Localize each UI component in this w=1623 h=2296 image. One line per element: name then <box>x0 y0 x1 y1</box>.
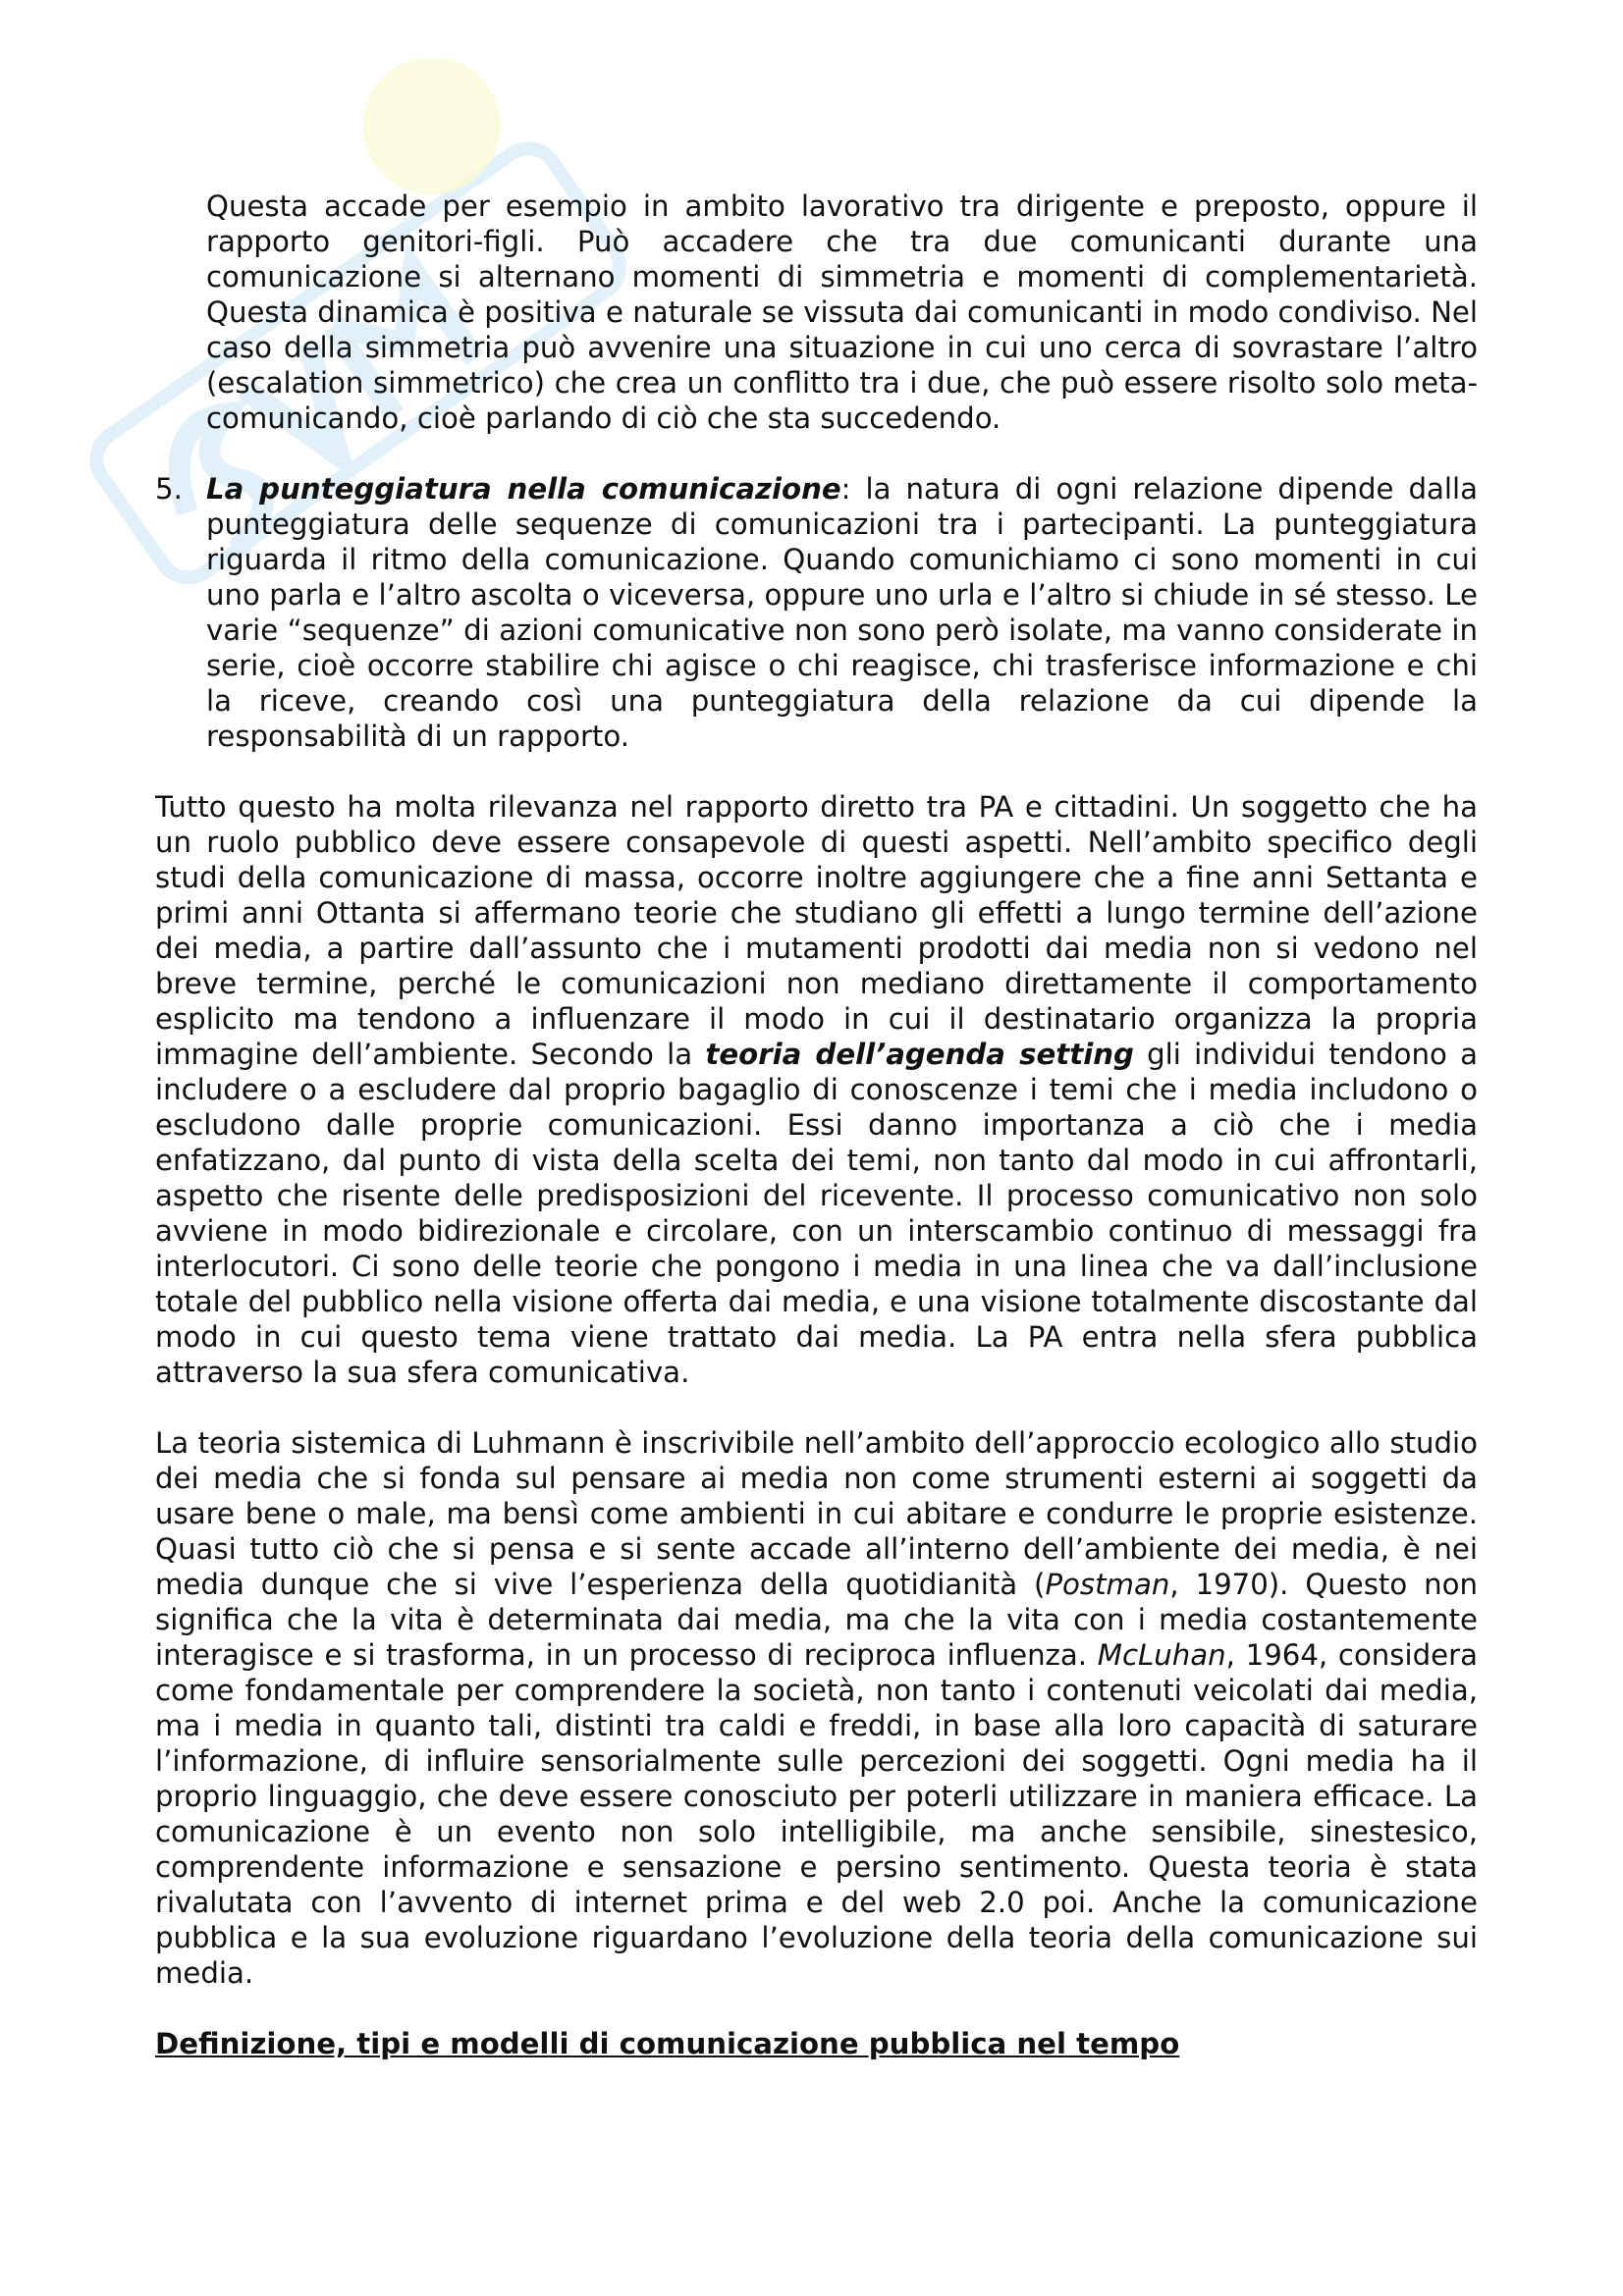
paragraph-3-part-1: La teoria sistemica di Luhmann è inscrivibile nell’ambito dell’approccio ecologico allo studio dei media che si fonda sul pensare ai media non come strumenti esterni ai soggetti da usare bene o male, ma bensì come ambienti in cui abitare e condurre le proprie esistenze. Quasi tutto ciò che si pensa e si sente accade all’interno dell’ambiente dei media, è nei media dunque che si vive l’esperienza della quotidianità ( <box>155 1426 1478 1601</box>
list-item-term: La punteggiatura nella comunicazione <box>206 472 841 506</box>
intro-paragraph: Questa accade per esempio in ambito lavorativo tra dirigente e preposto, oppure il rapporto genitori-figli. Può accadere che tra due comunicanti durante una comunicazione si alternano momenti di simmetria e momenti di complementarietà. Questa dinamica è positiva e naturale se vissuta dai comunicanti in modo condiviso. Nel caso della simmetria può avvenire una situazione in cui uno cerca di sovrastare l’altro (escalation simmetrico) che crea un conflitto tra i due, che può essere risolto solo meta-comunicando, cioè parlando di ciò che sta succedendo. <box>206 189 1478 435</box>
paragraph-3-part-2: , 1970). Questo non significa che la vita è determinata dai media, ma che la vita con i media costantemente interagisce e si trasforma, in un processo di reciproca influenza. <box>155 1568 1478 1672</box>
paragraph-2-part-2: gli individui tendono a includere o a escludere dal proprio bagaglio di conoscenze i temi che i media includono o escludono dalle proprie comunicazioni. Essi danno importanza a ciò che i media enfatizzano, dal punto di vista della scelta dei temi, non tanto dal modo in cui affrontarli, aspetto che risente delle predisposizioni del ricevente. Il processo comunicativo non solo avviene in modo bidirezionale e circolare, con un interscambio continuo di messaggi fra interlocutori. Ci sono delle teorie che pongono i media in una linea che va dall’inclusione totale del pubblico nella visione offerta dai media, e una visione totalmente discostante dal modo in cui questo tema viene trattato dai media. La PA entra nella sfera pubblica attraverso la sua sfera comunicativa. <box>155 1038 1478 1389</box>
section-heading: Definizione, tipi e modelli di comunicazione pubblica nel tempo <box>155 2027 1180 2060</box>
paragraph-agenda-setting <box>155 789 1478 1390</box>
paragraph-2-part-1: Tutto questo ha molta rilevanza nel rapporto diretto tra PA e cittadini. Un soggetto che ha un ruolo pubblico deve essere consapevole di questi aspetti. Nell’ambito specifico degli studi della comunicazione di massa, occorre inoltre aggiungere che a fine anni Settanta e primi anni Ottanta si affermano teorie che studiano gli effetti a lungo termine dell’azione dei media, a partire dall’assunto che i mutamenti prodotti dai media non si vedono nel breve termine, perché le comunicazioni non mediano direttamente il comportamento esplicito ma tendono a influenzare il modo in cui il destinatario organizza la propria immagine dell’ambiente. Secondo la <box>155 790 1478 1071</box>
paragraph-3-part-3: , 1964, considera come fondamentale per comprendere la società, non tanto i contenuti veicolati dai media, ma i media in quanto tali, distinti tra caldi e freddi, in base alla loro capacità di saturare l’informazione, di influire sensorialmente sulle percezioni dei soggetti. Ogni media ha il proprio linguaggio, che deve essere conosciuto per poterli utilizzare in maniera efficace. La comunicazione è un evento non solo intelligibile, ma anche sensibile, sinestesico, comprendente informazione e sensazione e persino sentimento. Questa teoria è stata rivalutata con l’avvento di internet prima e del web 2.0 poi. Anche la comunicazione pubblica e la sua evoluzione riguardano l’evoluzione della teoria della comunicazione sui media. <box>155 1638 1478 1990</box>
agenda-setting-term: teoria dell’agenda setting <box>705 1038 1134 1071</box>
paragraph-luhmann <box>155 1425 1478 1991</box>
list-item-number: 5. <box>155 472 183 506</box>
list-item-text: : la natura di ogni relazione dipende dalla punteggiatura delle sequenze di comunicazioni tra i partecipanti. La punteggiatura riguarda il ritmo della comunicazione. Quando comunichiamo ci sono momenti in cui uno parla e l’altro ascolta o viceversa, oppure uno urla e l’altro si chiude in sé stesso. Le varie “sequenze” di azioni comunicative non sono però isolate, ma vanno considerate in serie, cioè occorre stabilire chi agisce o chi reagisce, chi trasferisce informazione e chi la riceve, creando così una punteggiatura della relazione da cui dipende la responsabilità di un rapporto. <box>206 472 1478 753</box>
document-page <box>155 188 1478 2061</box>
reference-mcluhan: McLuhan <box>1097 1638 1226 1672</box>
list-item-5 <box>155 471 1478 754</box>
reference-postman: Postman <box>1045 1568 1170 1601</box>
